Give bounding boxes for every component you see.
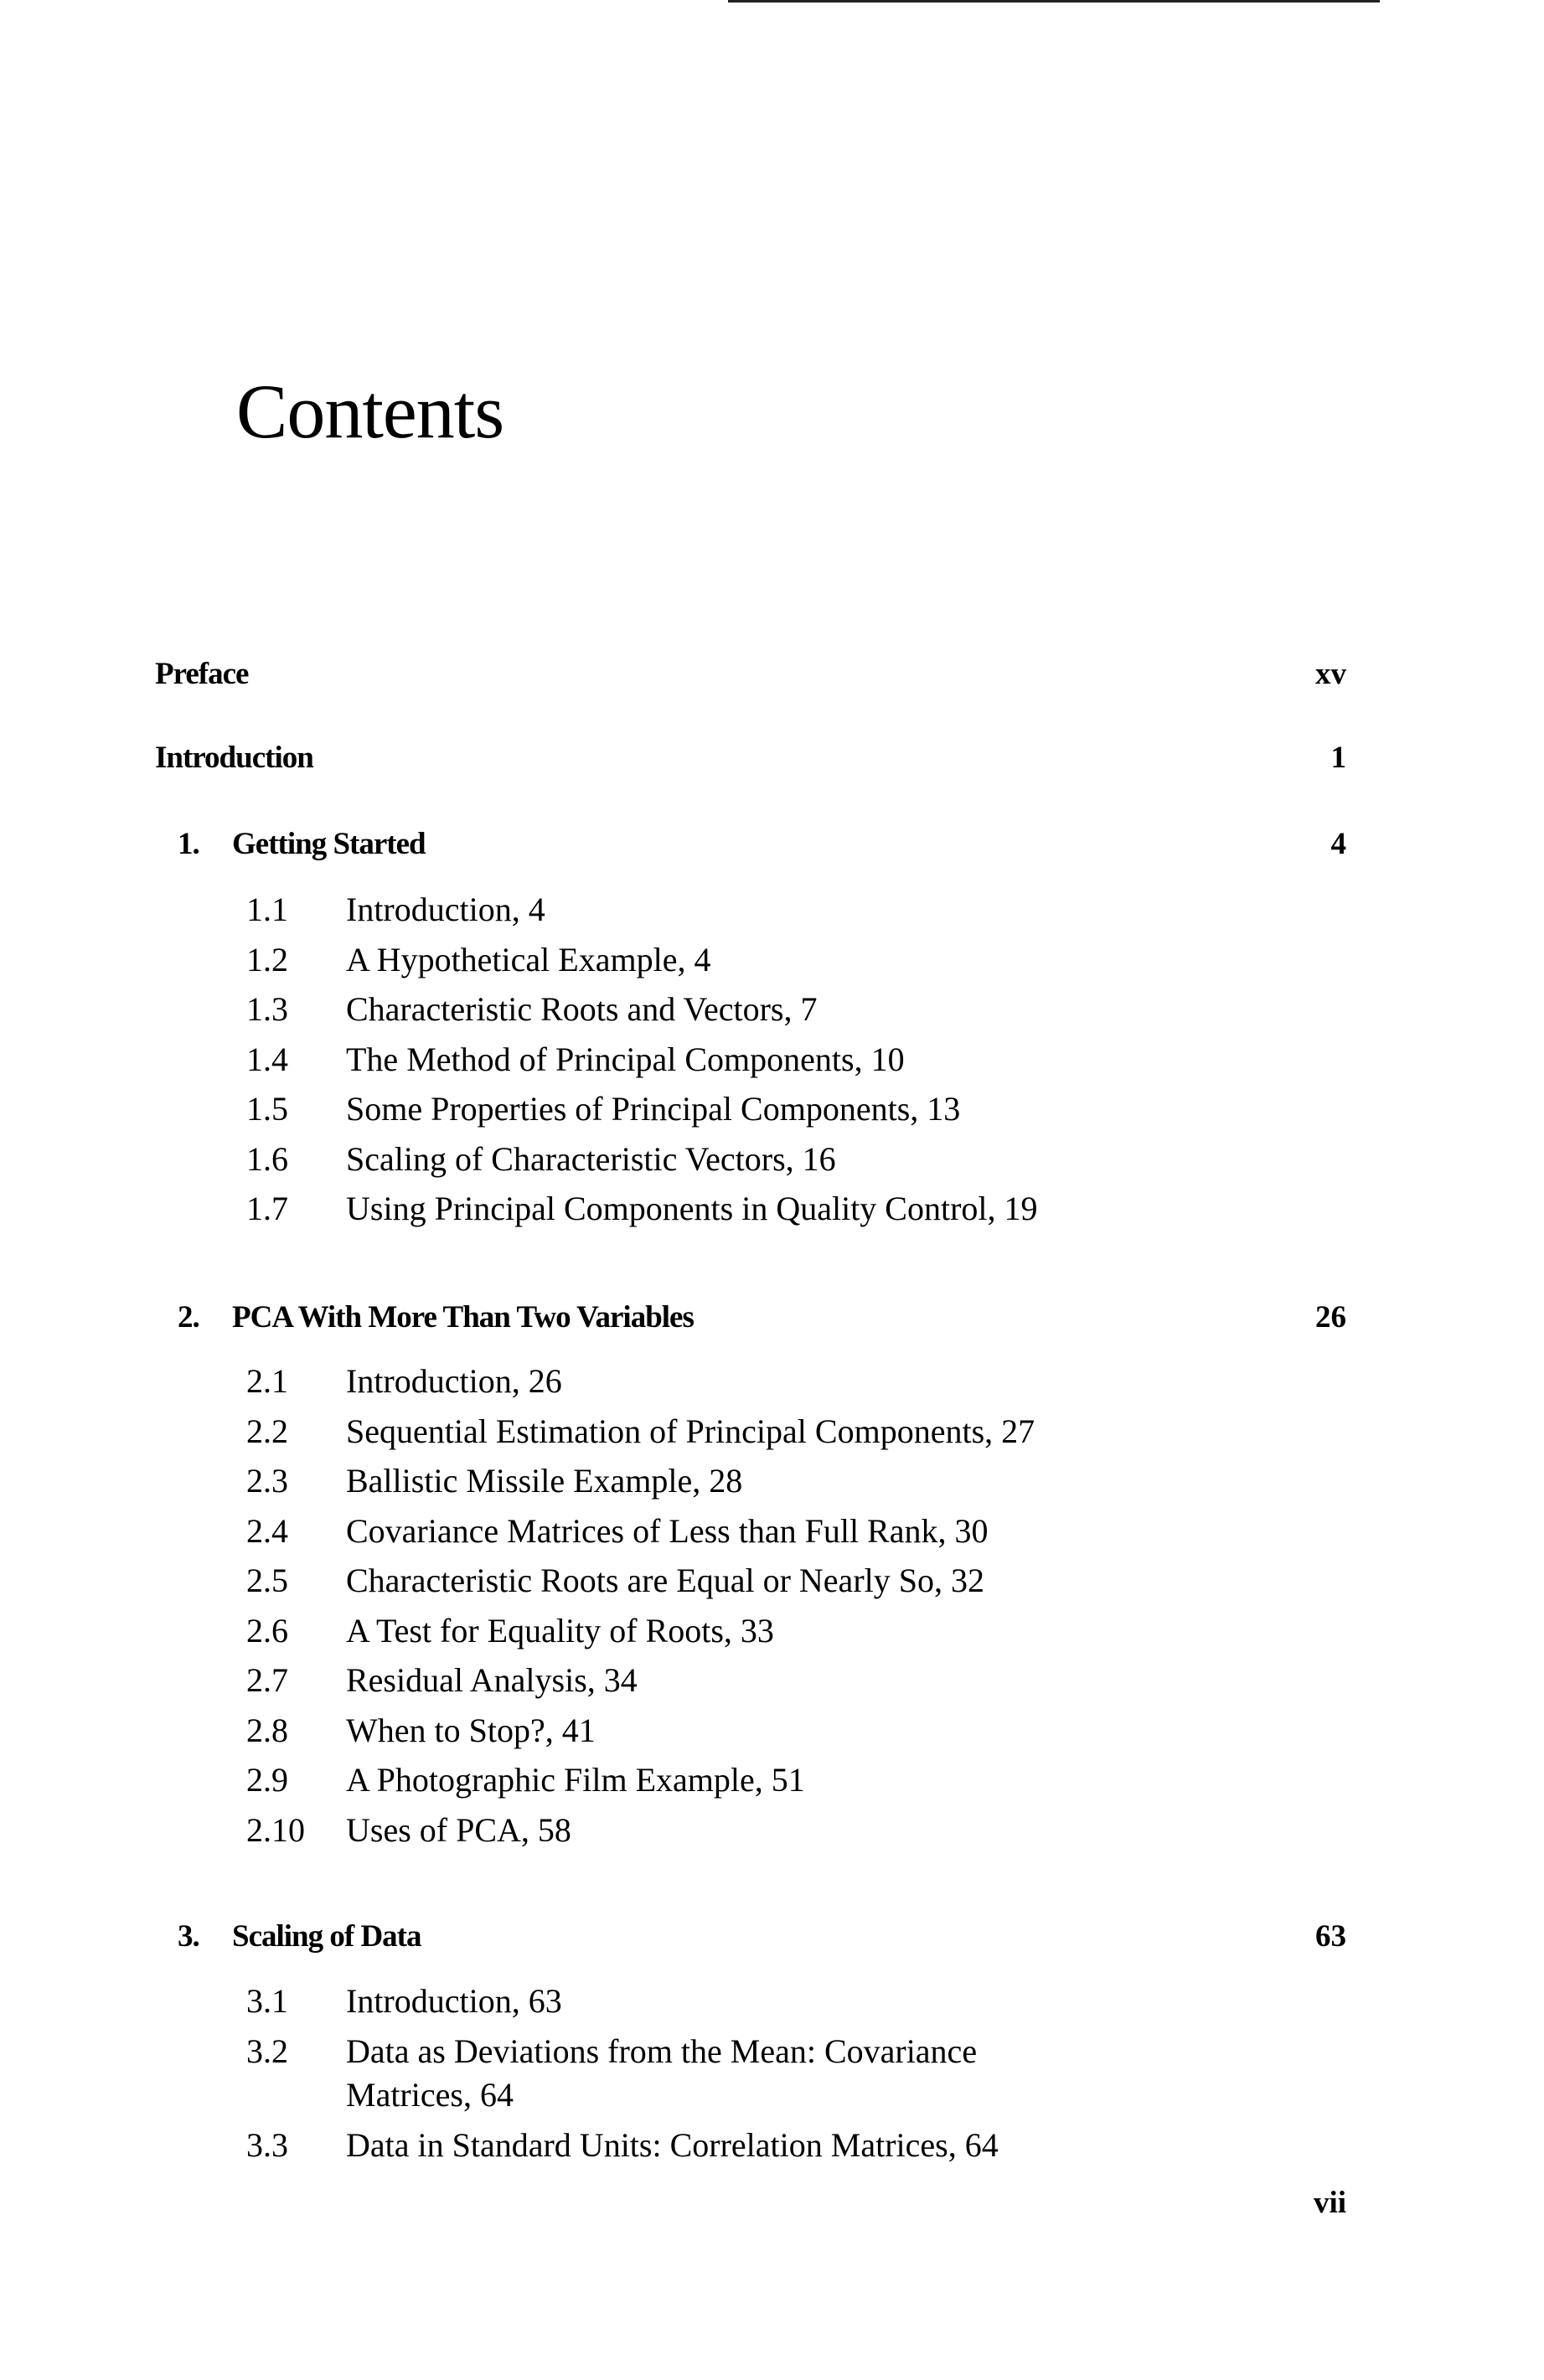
section-title[interactable]: Residual Analysis, 34	[346, 1661, 638, 1699]
top-rule	[728, 0, 1380, 3]
section-title[interactable]: A Hypothetical Example, 4	[346, 940, 711, 978]
toc-entry-preface[interactable]: Preface	[155, 657, 249, 691]
section-title[interactable]: Covariance Matrices of Less than Full Rank, 30	[346, 1511, 989, 1550]
section-number: 2.2	[246, 1412, 288, 1450]
chapter-title[interactable]: Scaling of Data	[232, 1919, 421, 1954]
section-title[interactable]: When to Stop?, 41	[346, 1711, 596, 1749]
page-title: Contents	[236, 369, 504, 454]
section-title[interactable]: A Test for Equality of Roots, 33	[346, 1611, 774, 1649]
section-number: 2.10	[246, 1810, 305, 1849]
chapter-number: 1.	[178, 827, 199, 861]
section-title[interactable]: Uses of PCA, 58	[346, 1810, 571, 1849]
chapter-number: 2.	[178, 1300, 199, 1335]
section-number: 2.8	[246, 1711, 288, 1749]
section-number: 3.3	[246, 2125, 288, 2164]
chapter-title[interactable]: Getting Started	[232, 827, 426, 861]
section-number: 2.9	[246, 1761, 288, 1799]
section-number: 1.1	[246, 891, 288, 928]
section-number: 3.2	[246, 2032, 288, 2070]
section-number: 2.4	[246, 1511, 288, 1550]
section-title[interactable]: Introduction, 63	[346, 1982, 562, 2020]
section-number: 1.5	[246, 1090, 288, 1128]
section-title[interactable]: Data as Deviations from the Mean: Covariance	[346, 2032, 978, 2070]
section-title[interactable]: Characteristic Roots and Vectors, 7	[346, 990, 818, 1028]
page-number: 63	[1315, 1919, 1346, 1954]
section-title[interactable]: A Photographic Film Example, 51	[346, 1761, 805, 1799]
section-number: 1.3	[246, 990, 288, 1028]
section-number: 3.1	[246, 1982, 288, 2020]
section-number: 1.6	[246, 1139, 288, 1178]
section-title[interactable]: Characteristic Roots are Equal or Nearly So, 32	[346, 1562, 984, 1599]
section-number: 1.2	[246, 940, 288, 978]
page-number: 1	[1330, 741, 1346, 775]
page-number: 4	[1330, 827, 1346, 861]
chapter-number: 3.	[178, 1919, 199, 1954]
toc-entry-introduction[interactable]: Introduction	[155, 741, 313, 775]
page-number: xv	[1315, 657, 1346, 691]
section-number: 1.7	[246, 1190, 288, 1227]
section-number: 2.6	[246, 1611, 288, 1649]
section-number: 1.4	[246, 1040, 288, 1078]
section-number: 2.3	[246, 1462, 288, 1500]
folio-page-number: vii	[1313, 2186, 1346, 2220]
section-title[interactable]: Scaling of Characteristic Vectors, 16	[346, 1139, 836, 1178]
section-number: 2.1	[246, 1362, 288, 1400]
chapter-title[interactable]: PCA With More Than Two Variables	[232, 1300, 694, 1335]
page-number: 26	[1315, 1300, 1346, 1335]
section-title[interactable]: Introduction, 4	[346, 891, 545, 928]
section-title-continued[interactable]: Matrices, 64	[346, 2075, 514, 2114]
section-title[interactable]: Ballistic Missile Example, 28	[346, 1462, 743, 1500]
section-title[interactable]: Data in Standard Units: Correlation Matrices, 64	[346, 2125, 999, 2164]
section-number: 2.7	[246, 1661, 288, 1699]
section-title[interactable]: The Method of Principal Components, 10	[346, 1040, 905, 1078]
section-title[interactable]: Some Properties of Principal Components, 13	[346, 1090, 961, 1128]
section-number: 2.5	[246, 1562, 288, 1599]
section-title[interactable]: Introduction, 26	[346, 1362, 562, 1400]
section-title[interactable]: Using Principal Components in Quality Control, 19	[346, 1190, 1038, 1227]
section-title[interactable]: Sequential Estimation of Principal Components, 27	[346, 1412, 1035, 1450]
